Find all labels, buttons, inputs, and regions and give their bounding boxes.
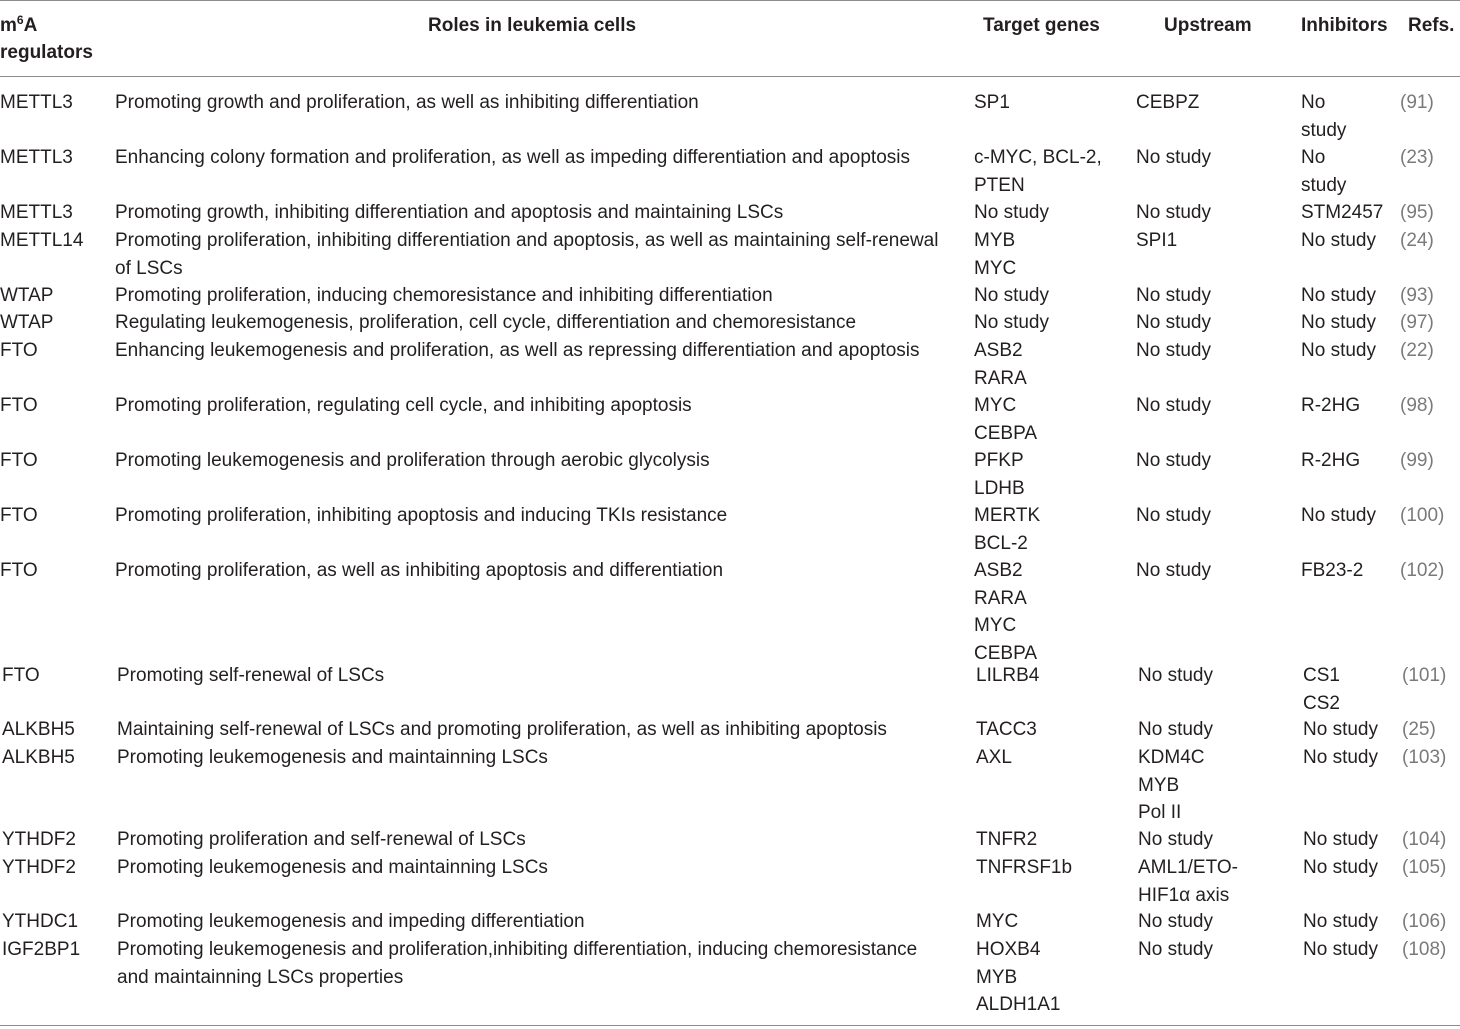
inhibitors-cell: FB23-2 — [1301, 560, 1364, 581]
upstream-cell: No study — [1138, 829, 1213, 850]
reference-cell[interactable]: (24) — [1400, 230, 1434, 251]
role-cell: Promoting growth, inhibiting differentiation and apoptosis and maintaining LSCs — [115, 202, 784, 223]
header-inhibitors: Inhibitors — [1301, 15, 1388, 36]
header-regulators — [0, 12, 112, 66]
reference-cell[interactable]: (101) — [1402, 665, 1447, 686]
upstream-cell: No study — [1138, 939, 1213, 960]
regulator-cell: FTO — [0, 340, 38, 361]
reference-cell[interactable]: (91) — [1400, 92, 1434, 113]
target-genes-cell: SP1 — [974, 92, 1010, 113]
target-genes-cell: PFKP LDHB — [974, 450, 1025, 499]
target-genes-cell: HOXB4 MYB ALDH1A1 — [976, 939, 1061, 1015]
target-genes-cell: MYC CEBPA — [974, 395, 1038, 444]
header-regulators-superscript: 6 — [16, 13, 24, 27]
regulator-cell: ALKBH5 — [2, 719, 75, 740]
inhibitors-cell: R-2HG — [1301, 450, 1361, 471]
regulator-cell: WTAP — [0, 285, 54, 306]
reference-cell[interactable]: (108) — [1402, 939, 1447, 960]
role-cell: Promoting leukemogenesis and maintainning LSCs — [117, 857, 548, 878]
target-genes-cell: c-MYC, BCL-2, PTEN — [974, 147, 1102, 196]
reference-cell[interactable]: (25) — [1402, 719, 1436, 740]
role-cell: Promoting leukemogenesis and maintainning LSCs — [117, 747, 548, 768]
inhibitors-cell: No study — [1303, 829, 1378, 850]
role-cell: Promoting leukemogenesis and proliferation through aerobic glycolysis — [115, 450, 710, 471]
header-refs: Refs. — [1408, 15, 1455, 36]
regulator-cell: METTL3 — [0, 202, 73, 223]
regulator-cell: FTO — [2, 665, 40, 686]
reference-cell[interactable]: (106) — [1402, 911, 1447, 932]
target-genes-cell: AXL — [976, 747, 1012, 768]
reference-cell[interactable]: (23) — [1400, 147, 1434, 168]
target-genes-cell: No study — [974, 285, 1049, 306]
role-cell: Maintaining self-renewal of LSCs and promoting proliferation, as well as inhibiting apoptosis — [117, 719, 887, 740]
table-bottom-rule — [0, 1025, 1460, 1026]
inhibitors-cell: CS1 CS2 — [1303, 665, 1340, 714]
regulator-cell: METTL3 — [0, 92, 73, 113]
target-genes-cell: No study — [974, 202, 1049, 223]
header-upstream: Upstream — [1164, 15, 1252, 36]
role-cell: Promoting proliferation, as well as inhibiting apoptosis and differentiation — [115, 560, 724, 581]
reference-cell[interactable]: (99) — [1400, 450, 1434, 471]
target-genes-cell: No study — [974, 312, 1049, 333]
reference-cell[interactable]: (102) — [1400, 560, 1445, 581]
role-cell: Promoting growth and proliferation, as well as inhibiting differentiation — [115, 92, 699, 113]
header-regulators-a: A — [23, 15, 38, 36]
upstream-cell: No study — [1136, 340, 1211, 361]
inhibitors-cell: R-2HG — [1301, 395, 1361, 416]
inhibitors-cell: No study — [1303, 747, 1378, 768]
upstream-cell: CEBPZ — [1136, 92, 1200, 113]
upstream-cell: No study — [1136, 395, 1211, 416]
upstream-cell: No study — [1136, 312, 1211, 333]
inhibitors-cell: STM2457 — [1301, 202, 1384, 223]
upstream-cell: No study — [1136, 450, 1211, 471]
upstream-cell: No study — [1138, 665, 1213, 686]
regulator-cell: ALKBH5 — [2, 747, 75, 768]
inhibitors-cell: No study — [1303, 911, 1378, 932]
target-genes-cell: TNFR2 — [976, 829, 1038, 850]
inhibitors-cell: No study — [1301, 285, 1376, 306]
regulator-cell: YTHDC1 — [2, 911, 79, 932]
reference-cell[interactable]: (100) — [1400, 505, 1445, 526]
reference-cell[interactable]: (104) — [1402, 829, 1447, 850]
upstream-cell: KDM4C MYB Pol II — [1138, 747, 1205, 823]
target-genes-cell: LILRB4 — [976, 665, 1040, 686]
inhibitors-cell: No study — [1301, 230, 1376, 251]
role-cell: Enhancing colony formation and proliferation, as well as impeding differentiation and apoptosis — [115, 147, 910, 168]
target-genes-cell: MYB MYC — [974, 230, 1017, 279]
regulator-cell: FTO — [0, 395, 38, 416]
role-cell: Promoting proliferation and self-renewal of LSCs — [117, 829, 526, 850]
inhibitors-cell: No study — [1301, 312, 1376, 333]
role-cell: Enhancing leukemogenesis and proliferation, as well as repressing differentiation and apoptosis — [115, 340, 920, 361]
header-regulators-line2: regulators — [0, 42, 93, 63]
reference-cell[interactable]: (22) — [1400, 340, 1434, 361]
regulator-cell: FTO — [0, 450, 38, 471]
role-cell: Promoting proliferation, inducing chemoresistance and inhibiting differentiation — [115, 285, 773, 306]
inhibitors-cell: No study — [1301, 147, 1347, 196]
reference-cell[interactable]: (93) — [1400, 285, 1434, 306]
target-genes-cell: ASB2 RARA MYC CEBPA — [974, 560, 1038, 664]
header-regulators-m: m — [0, 15, 17, 36]
upstream-cell: No study — [1138, 911, 1213, 932]
inhibitors-cell: No study — [1301, 505, 1376, 526]
role-cell: Promoting proliferation, regulating cell cycle, and inhibiting apoptosis — [115, 395, 692, 416]
upstream-cell: No study — [1136, 147, 1211, 168]
reference-cell[interactable]: (97) — [1400, 312, 1434, 333]
role-cell: Promoting proliferation, inhibiting differentiation and apoptosis, as well as maintaining self-renewal of LSCs — [115, 230, 939, 279]
target-genes-cell: ASB2 RARA — [974, 340, 1027, 389]
reference-cell[interactable]: (95) — [1400, 202, 1434, 223]
role-cell: Promoting leukemogenesis and proliferation,inhibiting differentiation, inducing chemoresistance and maintainning LSCs properties — [117, 939, 918, 988]
upstream-cell: No study — [1136, 560, 1211, 581]
regulator-cell: YTHDF2 — [2, 857, 76, 878]
regulator-cell: YTHDF2 — [2, 829, 76, 850]
target-genes-cell: TACC3 — [976, 719, 1037, 740]
reference-cell[interactable]: (103) — [1402, 747, 1447, 768]
header-rule — [0, 76, 1460, 77]
header-roles: Roles in leukemia cells — [428, 15, 637, 36]
role-cell: Regulating leukemogenesis, proliferation, cell cycle, differentiation and chemoresistance — [115, 312, 857, 333]
regulator-cell: METTL3 — [0, 147, 73, 168]
reference-cell[interactable]: (98) — [1400, 395, 1434, 416]
regulator-cell: METTL14 — [0, 230, 84, 251]
regulator-cell: IGF2BP1 — [2, 939, 81, 960]
target-genes-cell: MERTK BCL-2 — [974, 505, 1041, 554]
regulator-cell: FTO — [0, 505, 38, 526]
inhibitors-cell: No study — [1303, 719, 1378, 740]
table-top-rule — [0, 0, 1460, 1]
reference-cell[interactable]: (105) — [1402, 857, 1447, 878]
inhibitors-cell: No study — [1303, 857, 1378, 878]
target-genes-cell: MYC — [976, 911, 1019, 932]
regulator-cell: FTO — [0, 560, 38, 581]
upstream-cell: No study — [1138, 719, 1213, 740]
regulator-cell: WTAP — [0, 312, 54, 333]
inhibitors-cell: No study — [1301, 92, 1347, 141]
header-target-genes: Target genes — [983, 15, 1100, 36]
inhibitors-cell: No study — [1303, 939, 1378, 960]
inhibitors-cell: No study — [1301, 340, 1376, 361]
target-genes-cell: TNFRSF1b — [976, 857, 1073, 878]
upstream-cell: AML1/ETO- HIF1α axis — [1138, 857, 1238, 906]
upstream-cell: No study — [1136, 202, 1211, 223]
role-cell: Promoting proliferation, inhibiting apoptosis and inducing TKIs resistance — [115, 505, 728, 526]
role-cell: Promoting leukemogenesis and impeding differentiation — [117, 911, 585, 932]
upstream-cell: No study — [1136, 285, 1211, 306]
upstream-cell: No study — [1136, 505, 1211, 526]
upstream-cell: SPI1 — [1136, 230, 1178, 251]
role-cell: Promoting self-renewal of LSCs — [117, 665, 385, 686]
